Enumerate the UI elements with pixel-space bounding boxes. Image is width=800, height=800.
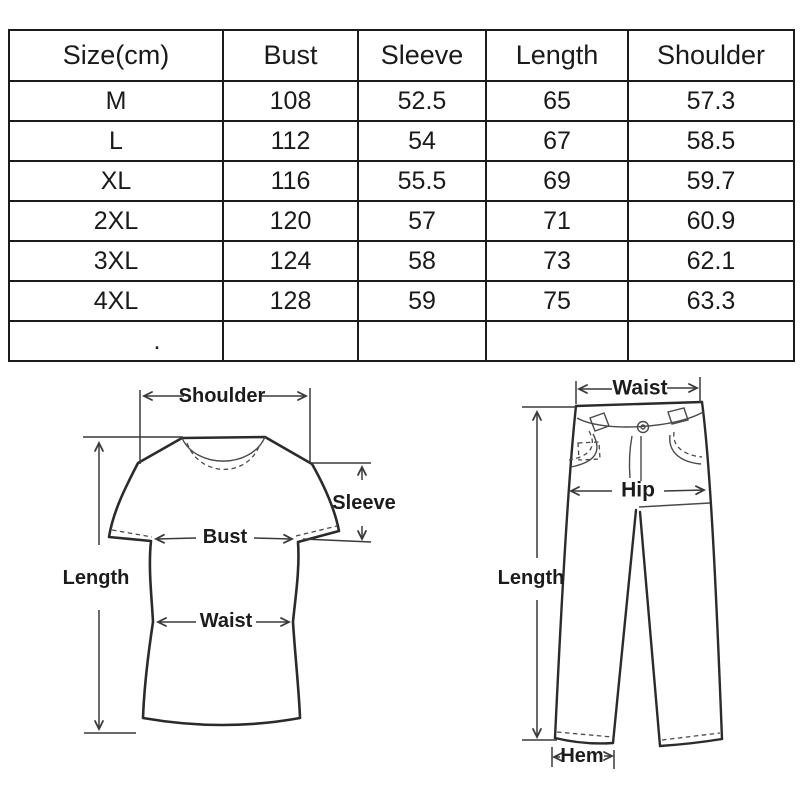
cell-size: 3XL bbox=[9, 241, 223, 281]
tshirt-neckline-stitch bbox=[187, 443, 260, 469]
cell-bust bbox=[223, 321, 358, 361]
pants-left-inseam bbox=[613, 510, 636, 743]
cell-shoulder: 57.3 bbox=[628, 81, 794, 121]
cell-sleeve bbox=[358, 321, 486, 361]
cell-size: . bbox=[9, 321, 223, 361]
cell-length: 75 bbox=[486, 281, 628, 321]
cell-bust: 112 bbox=[223, 121, 358, 161]
col-header-length: Length bbox=[486, 30, 628, 81]
cell-length: 73 bbox=[486, 241, 628, 281]
size-row-m bbox=[9, 81, 794, 121]
pants-right-pocket-stitch bbox=[674, 432, 702, 457]
col-header-shoulder: Shoulder bbox=[628, 30, 794, 81]
pants-waist-top-line bbox=[576, 402, 702, 406]
size-chart-table bbox=[8, 29, 795, 362]
cell-sleeve: 54 bbox=[358, 121, 486, 161]
cell-size: M bbox=[9, 81, 223, 121]
cell-bust: 124 bbox=[223, 241, 358, 281]
cell-sleeve: 59 bbox=[358, 281, 486, 321]
cell-length: 71 bbox=[486, 201, 628, 241]
pants-diagram bbox=[498, 377, 722, 770]
cell-shoulder bbox=[628, 321, 794, 361]
tshirt-diagram bbox=[63, 385, 396, 733]
pants-crotch-line bbox=[639, 503, 710, 507]
size-row-l bbox=[9, 121, 794, 161]
pants-left-cuff-stitch bbox=[557, 732, 612, 737]
cell-shoulder: 60.9 bbox=[628, 201, 794, 241]
cell-size: XL bbox=[9, 161, 223, 201]
header-row bbox=[9, 30, 794, 81]
cell-length: 65 bbox=[486, 81, 628, 121]
pants-right-pocket bbox=[670, 435, 701, 464]
pants-right-cuff-stitch bbox=[662, 733, 720, 740]
pants-hem-label: Hem bbox=[560, 745, 604, 767]
cell-bust: 128 bbox=[223, 281, 358, 321]
pants-left-pocket bbox=[571, 434, 597, 467]
cell-sleeve: 55.5 bbox=[358, 161, 486, 201]
tshirt-left-cuff-stitch bbox=[112, 530, 152, 537]
pants-waistband-bottom bbox=[577, 412, 703, 427]
cell-size: 2XL bbox=[9, 201, 223, 241]
pants-fly-stitch-left bbox=[629, 436, 632, 478]
bust-arrow-left bbox=[156, 538, 196, 539]
size-row-xl bbox=[9, 161, 794, 201]
size-row-3xl bbox=[9, 241, 794, 281]
tshirt-shoulder-label: Shoulder bbox=[178, 385, 266, 407]
pants-belt-loop-left bbox=[590, 413, 609, 431]
cell-sleeve: 52.5 bbox=[358, 81, 486, 121]
cell-bust: 116 bbox=[223, 161, 358, 201]
col-header-bust: Bust bbox=[223, 30, 358, 81]
size-row-empty bbox=[9, 321, 794, 361]
tshirt-bust-label: Bust bbox=[202, 526, 248, 548]
pants-left-cuff bbox=[555, 738, 613, 743]
cell-length bbox=[486, 321, 628, 361]
pants-waist-label: Waist bbox=[612, 376, 668, 400]
cell-length: 67 bbox=[486, 121, 628, 161]
hip-arrow-right bbox=[664, 490, 704, 491]
cell-shoulder: 58.5 bbox=[628, 121, 794, 161]
cell-shoulder: 63.3 bbox=[628, 281, 794, 321]
cell-size: L bbox=[9, 121, 223, 161]
pants-right-cuff bbox=[660, 739, 722, 746]
cell-length: 69 bbox=[486, 161, 628, 201]
pants-right-inseam bbox=[640, 512, 660, 746]
cell-bust: 120 bbox=[223, 201, 358, 241]
sleeve-bottom-tick bbox=[303, 539, 371, 542]
cell-bust: 108 bbox=[223, 81, 358, 121]
cell-sleeve: 57 bbox=[358, 201, 486, 241]
cell-sleeve: 58 bbox=[358, 241, 486, 281]
tshirt-outline bbox=[109, 437, 339, 725]
cell-shoulder: 59.7 bbox=[628, 161, 794, 201]
cell-shoulder: 62.1 bbox=[628, 241, 794, 281]
cell-size: 4XL bbox=[9, 281, 223, 321]
pants-right-seam bbox=[702, 402, 722, 739]
measurement-diagram bbox=[0, 360, 800, 800]
size-row-2xl bbox=[9, 201, 794, 241]
pants-length-label: Length bbox=[497, 567, 565, 589]
tshirt-sleeve-label: Sleeve bbox=[332, 492, 396, 514]
bust-arrow-right bbox=[254, 538, 292, 539]
tshirt-length-label: Length bbox=[62, 567, 130, 589]
size-row-4xl bbox=[9, 281, 794, 321]
tshirt-waist-label: Waist bbox=[199, 610, 253, 632]
col-header-sleeve: Sleeve bbox=[358, 30, 486, 81]
col-header-size: Size(cm) bbox=[9, 30, 223, 81]
pants-hip-label: Hip bbox=[621, 478, 655, 502]
